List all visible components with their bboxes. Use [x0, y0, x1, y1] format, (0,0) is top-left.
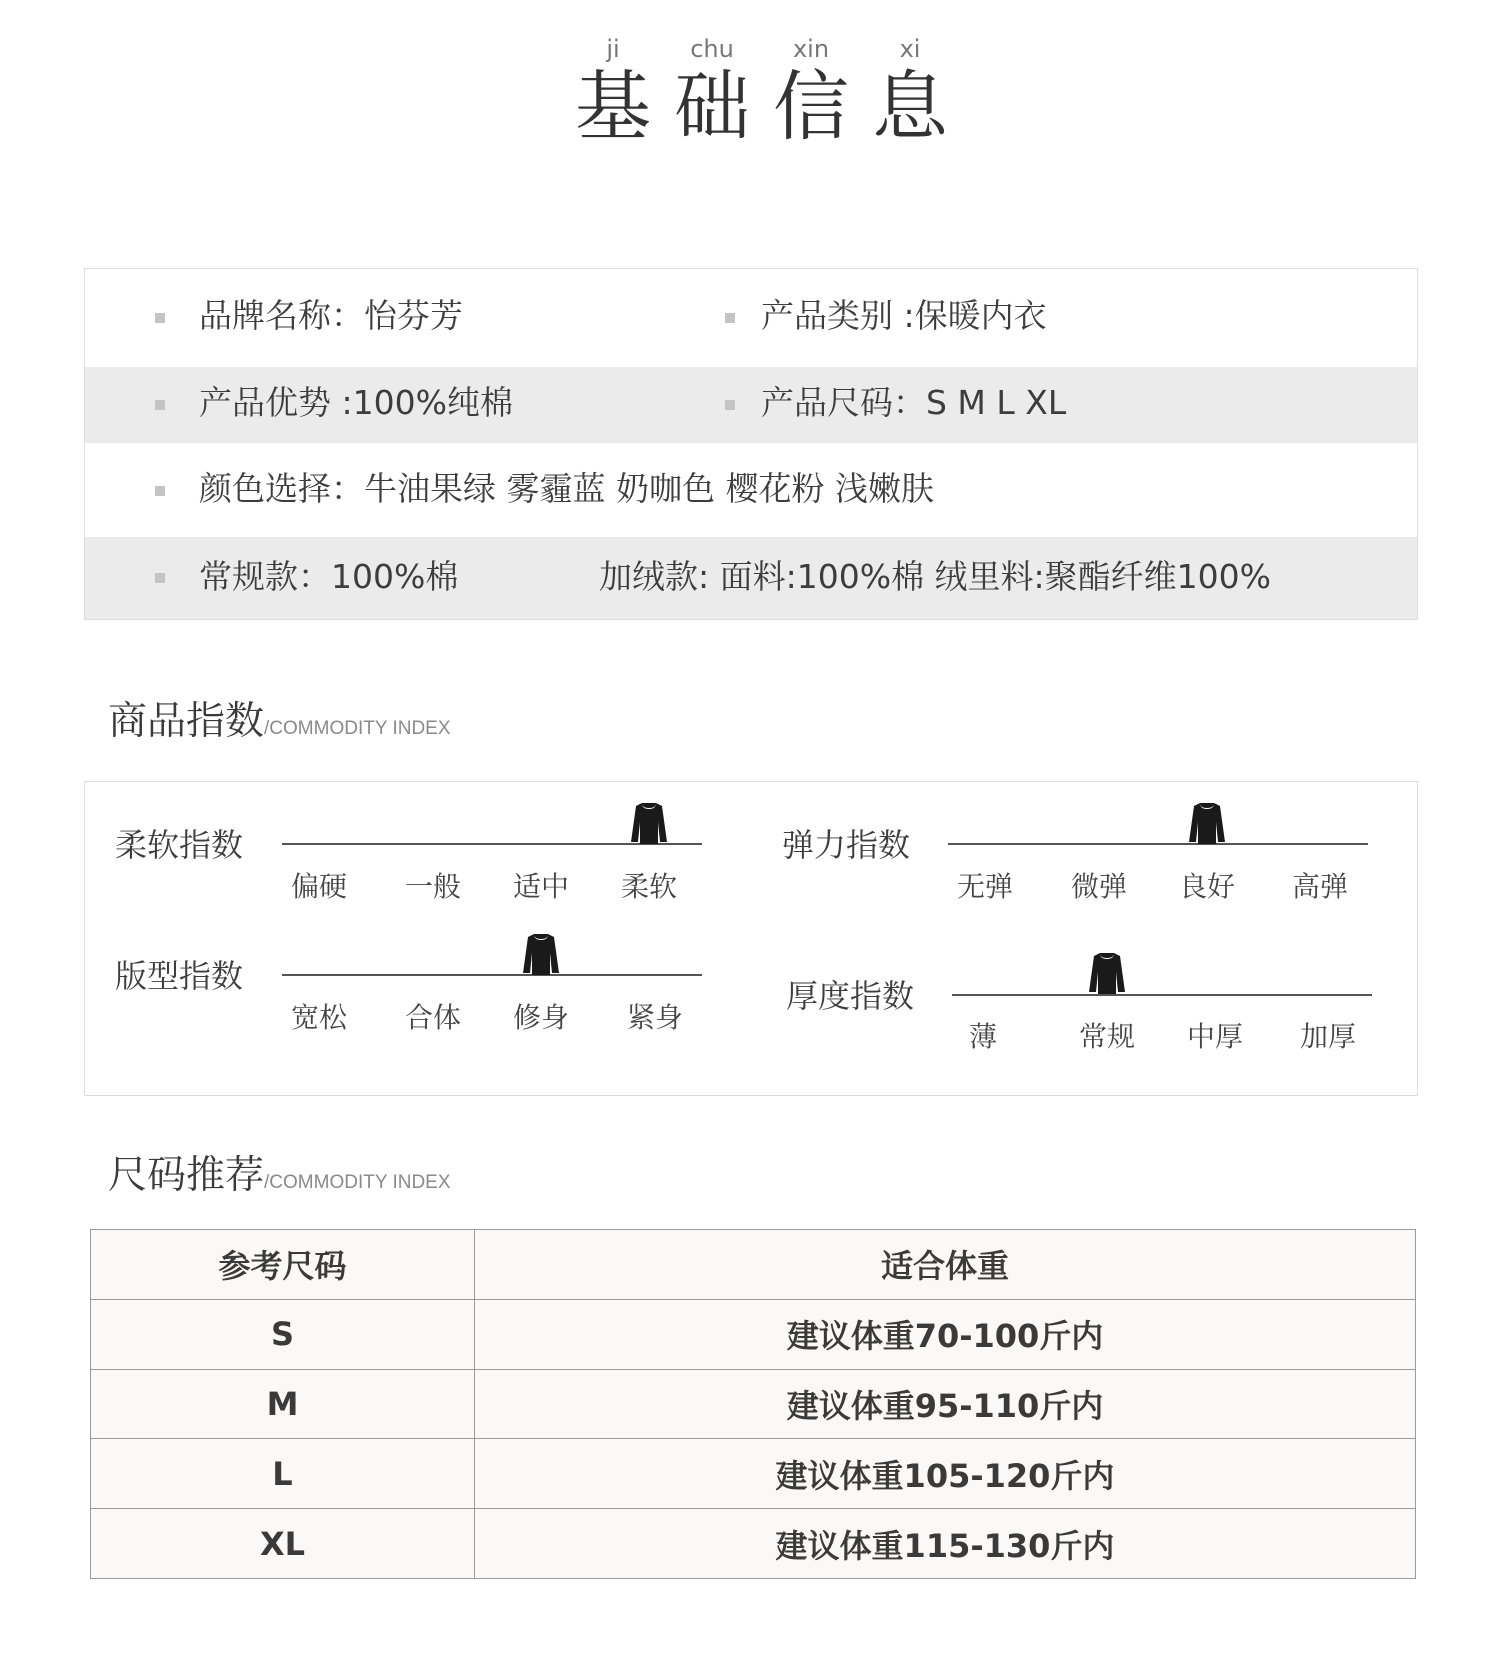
scale-option: 无弹 — [956, 870, 1013, 903]
title-char — [855, 34, 965, 150]
info-row — [85, 367, 1417, 443]
scale-option: 微弹 — [1070, 870, 1127, 903]
title-pinyin: xi — [899, 35, 921, 63]
bullet-icon — [155, 313, 165, 323]
size-cell: S — [91, 1299, 475, 1369]
scale-option: 宽松 — [290, 1001, 347, 1034]
bullet-icon — [155, 573, 165, 583]
commodity-index-heading — [108, 690, 451, 746]
size-table — [90, 1229, 1416, 1579]
scale-option: 紧身 — [626, 1001, 683, 1034]
fit-scale-line — [282, 974, 702, 976]
title-char — [657, 34, 767, 150]
info-row — [85, 443, 1417, 537]
info-category: 产品类别 :保暖内衣 — [761, 296, 1047, 335]
column-header: 参考尺码 — [91, 1230, 475, 1300]
info-brand: 品牌名称：怡芬芳 — [199, 296, 463, 335]
bullet-icon — [725, 313, 735, 323]
bullet-icon — [155, 486, 165, 496]
thickness-scale-line — [952, 994, 1372, 996]
table-row — [91, 1509, 1416, 1579]
weight-cell: 建议体重115-130斤内 — [475, 1509, 1416, 1579]
heading-zh: 商品指数 — [108, 699, 265, 744]
title-hanzi: 础 — [674, 62, 750, 151]
title-hanzi: 信 — [773, 62, 849, 151]
weight-cell: 建议体重70-100斤内 — [475, 1299, 1416, 1369]
title-pinyin: xin — [792, 35, 830, 63]
basic-info-box — [84, 268, 1418, 620]
info-sizes: 产品尺码：S M L XL — [761, 383, 1067, 422]
softness-label: 柔软指数 — [115, 826, 244, 864]
shirt-marker-icon — [1187, 802, 1227, 844]
shirt-marker-icon — [521, 933, 561, 975]
size-recommend-heading — [108, 1144, 451, 1200]
thickness-label: 厚度指数 — [786, 977, 915, 1015]
title-pinyin: ji — [606, 35, 620, 63]
table-row — [91, 1439, 1416, 1509]
title-char — [558, 34, 668, 150]
title-hanzi: 息 — [872, 62, 948, 151]
scale-option: 加厚 — [1299, 1020, 1356, 1053]
scale-option: 适中 — [512, 870, 569, 903]
fit-label: 版型指数 — [115, 957, 244, 995]
info-advantage: 产品优势 :100%纯棉 — [199, 383, 513, 422]
size-cell: XL — [91, 1509, 475, 1579]
scale-option: 合体 — [404, 1001, 461, 1034]
size-cell: M — [91, 1369, 475, 1439]
info-row — [85, 537, 1417, 619]
scale-option: 一般 — [404, 870, 461, 903]
shirt-marker-icon — [629, 802, 669, 844]
table-row — [91, 1299, 1416, 1369]
title-hanzi: 基 — [575, 62, 651, 151]
title-pinyin: chu — [690, 35, 734, 63]
column-header: 适合体重 — [475, 1230, 1416, 1300]
scale-option: 高弹 — [1291, 870, 1348, 903]
elasticity-label: 弹力指数 — [782, 826, 911, 864]
info-row — [85, 269, 1417, 367]
elasticity-scale-line — [948, 843, 1368, 845]
scale-option: 良好 — [1178, 870, 1235, 903]
heading-zh: 尺码推荐 — [108, 1153, 265, 1198]
info-fleece: 加绒款: 面料:100%棉 绒里料:聚酯纤维100% — [599, 557, 1272, 596]
weight-cell: 建议体重105-120斤内 — [475, 1439, 1416, 1509]
bullet-icon — [725, 400, 735, 410]
table-row — [91, 1369, 1416, 1439]
scale-option: 常规 — [1078, 1020, 1135, 1053]
shirt-marker-icon — [1087, 952, 1127, 994]
heading-en: /COMMODITY INDEX — [264, 718, 451, 739]
commodity-index-box — [84, 781, 1418, 1096]
page-title — [0, 34, 1500, 154]
info-regular: 常规款：100%棉 — [199, 557, 459, 596]
scale-option: 薄 — [968, 1020, 997, 1053]
title-char — [756, 34, 866, 150]
heading-en: /COMMODITY INDEX — [264, 1172, 451, 1193]
bullet-icon — [155, 400, 165, 410]
table-header-row — [91, 1230, 1416, 1300]
scale-option: 中厚 — [1186, 1020, 1243, 1053]
size-cell: L — [91, 1439, 475, 1509]
info-colors: 颜色选择：牛油果绿 雾霾蓝 奶咖色 樱花粉 浅嫩肤 — [199, 469, 934, 508]
scale-option: 偏硬 — [290, 870, 347, 903]
scale-option: 柔软 — [620, 870, 677, 903]
scale-option: 修身 — [512, 1001, 569, 1034]
weight-cell: 建议体重95-110斤内 — [475, 1369, 1416, 1439]
